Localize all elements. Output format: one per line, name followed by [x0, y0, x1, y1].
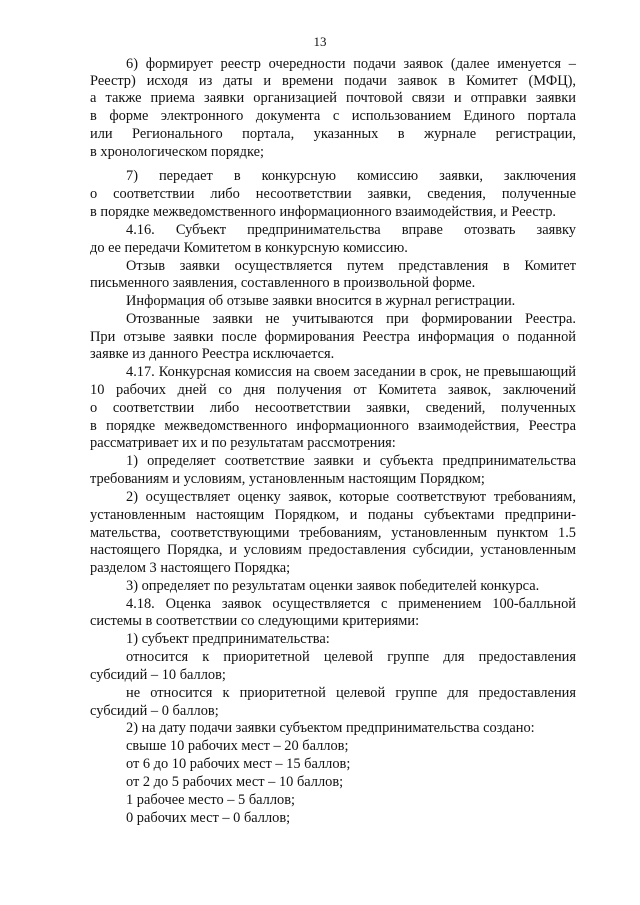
text-line: в хронологическом порядке; — [90, 144, 264, 160]
text-line: требованиям и условиям, установленным настоящим Порядком; — [90, 471, 485, 487]
text-line: не относится к приоритетной целевой группе для предоставления — [126, 685, 576, 701]
text-line: 10 рабочих дней со дня получения от Комитета заявок, заключений — [90, 382, 576, 398]
page-number: 13 — [313, 34, 327, 49]
text-line: а также приема заявки организацией почтовой связи и отправки заявки — [90, 90, 576, 106]
text-line: в порядке межведомственного информационного взаимодействия, Реестра — [90, 418, 576, 434]
text-line: 1 рабочее место – 5 баллов; — [126, 792, 296, 808]
text-line: 4.18. Оценка заявок осуществляется с применением 100-балльной — [126, 596, 576, 612]
text-line: от 2 до 5 рабочих мест – 10 баллов; — [126, 774, 344, 790]
text-line: относится к приоритетной целевой группе для предоставления — [126, 649, 576, 665]
text-line: 7) передает в конкурсную комиссию заявки, заключения — [126, 168, 576, 184]
text-line: настоящего Порядка, и условиям предоставления субсидии, установленным — [90, 542, 576, 558]
text-line: установленным настоящим Порядком, и поданы субъектами предприни- — [90, 507, 576, 523]
text-line: Реестр) исходя из даты и времени подачи заявок в Комитет (МФЦ), — [90, 73, 576, 89]
text-line: 4.17. Конкурсная комиссия на своем заседании в срок, не превышающий — [126, 364, 576, 380]
text-line: о соответствии либо несоответствии заявки, сведения, полученные — [90, 186, 576, 202]
text-line: субсидий – 0 баллов; — [90, 703, 219, 719]
text-line: 1) определяет соответствие заявки и субъекта предпринимательства — [126, 453, 576, 469]
text-line: 0 рабочих мест – 0 баллов; — [126, 810, 291, 826]
text-line: или Регионального портала, указанных в журнале регистрации, — [90, 126, 576, 142]
text-line: до ее передачи Комитетом в конкурсную комиссию. — [90, 240, 408, 256]
text-line: мательства, соответствующими требованиям, установленным пунктом 1.5 — [90, 525, 576, 541]
text-line: в порядке межведомственного информационного взаимодействия, и Реестр. — [90, 204, 557, 220]
text-line: заявке из данного Реестра исключается. — [90, 346, 335, 362]
text-line: Отзыв заявки осуществляется путем представления в Комитет — [126, 258, 576, 274]
text-line: 3) определяет по результатам оценки заявок победителей конкурса. — [126, 578, 540, 594]
text-line: разделом 3 настоящего Порядка; — [90, 560, 291, 576]
text-line: 1) субъект предпринимательства: — [126, 631, 330, 647]
text-line: 6) формирует реестр очередности подачи заявок (далее именуется – — [126, 56, 576, 72]
text-line: субсидий – 10 баллов; — [90, 667, 226, 683]
text-line: рассматривает их и по результатам рассмотрения: — [90, 435, 396, 451]
text-line: 4.16. Субъект предпринимательства вправе отозвать заявку — [126, 222, 576, 238]
text-line: о соответствии либо несоответствии заявки, сведений, полученных — [90, 400, 576, 416]
text-line: При отзыве заявки после формирования Реестра информация о поданной — [90, 329, 576, 345]
text-line: в форме электронного документа с использованием Единого портала — [90, 108, 576, 124]
text-line: Информация об отзыве заявки вносится в журнал регистрации. — [126, 293, 516, 309]
text-line: свыше 10 рабочих мест – 20 баллов; — [126, 738, 349, 754]
text-line: 2) осуществляет оценку заявок, которые соответствуют требованиям, — [126, 489, 576, 505]
text-line: системы в соответствии со следующими критериями: — [90, 613, 420, 629]
text-line: Отозванные заявки не учитываются при формировании Реестра. — [126, 311, 576, 327]
text-line: 2) на дату подачи заявки субъектом предпринимательства создано: — [126, 720, 535, 736]
text-line: от 6 до 10 рабочих мест – 15 баллов; — [126, 756, 351, 772]
text-line: письменного заявления, составленного в произвольной форме. — [90, 275, 476, 291]
